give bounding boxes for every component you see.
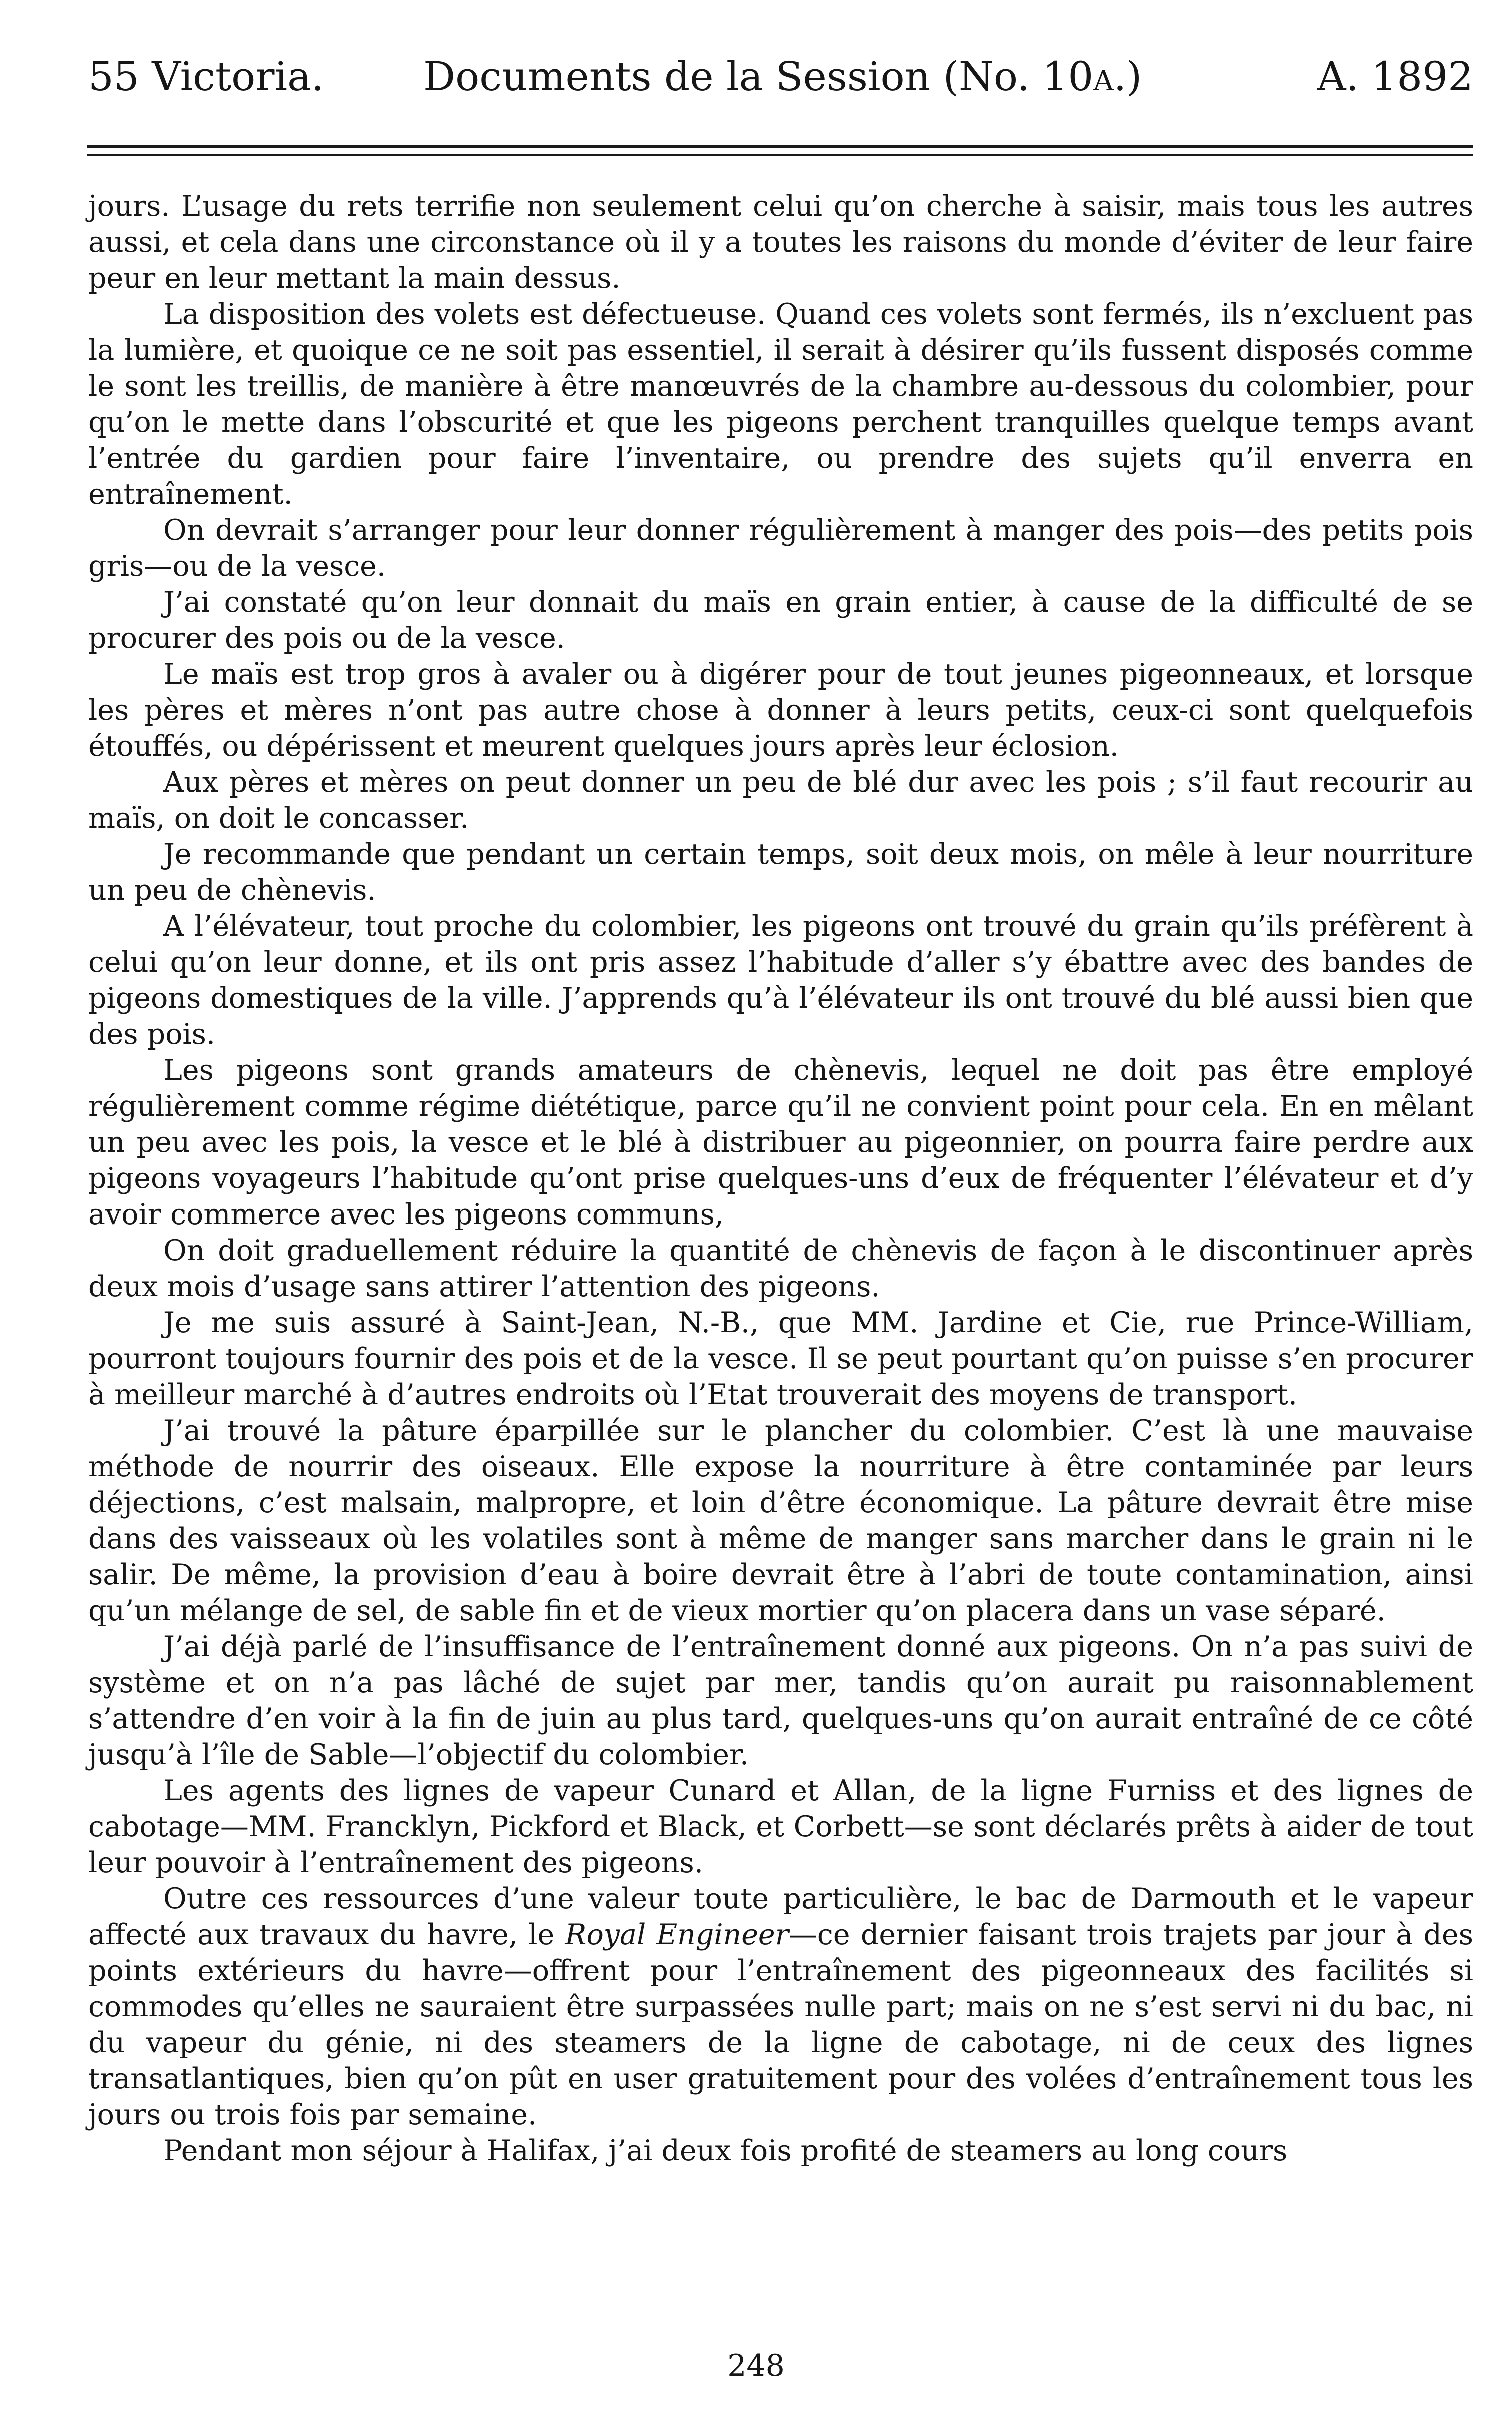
header-year: A. 1892 — [1317, 53, 1473, 100]
paragraph: La disposition des volets est défectueuse. Quand ces volets sont fermés, ils n’excluent pas la lumière, et quoique ce ne soit pas essentiel, il serait à désirer qu’ils fussent disposés comme le sont les treillis, de manière à être manœuvrés de la chambre au-dessous du colombier, pour qu’on le mette dans l’obscurité et que les pigeons perchent tranquilles quelque temps avant l’entrée du gardien pour faire l’inventaire, ou prendre des sujets qu’il enverra en entraînement. — [88, 298, 1473, 511]
paragraph: jours. L’usage du rets terrifie non seulement celui qu’on cherche à saisir, mais tous les autres aussi, et cela dans une circonstance où il y a toutes les raisons du monde d’éviter de leur faire peur en leur mettant la main dessus. — [88, 190, 1473, 295]
header-title-letter: a — [1093, 53, 1114, 100]
header-volume: 55 Victoria. — [88, 53, 324, 100]
header-title-end: .) — [1113, 53, 1142, 100]
paragraph: Je me suis assuré à Saint-Jean, N.-B., que MM. Jardine et Cie, rue Prince-William, pourront toujours fournir des pois et de la vesce. Il se peut pourtant qu’on puisse s’en procurer à meilleur marché à d’autres endroits où l’Etat trouverait des moyens de transport. — [88, 1306, 1473, 1411]
page-number: 248 — [727, 2348, 785, 2383]
paragraph: A l’élévateur, tout proche du colombier, les pigeons ont trouvé du grain qu’ils préfèrent à celui qu’on leur donne, et ils ont pris assez l’habitude d’aller s’y ébattre avec des bandes de pigeons domestiques de la ville. J’apprends qu’à l’élévateur ils ont trouvé du blé aussi bien que des pois. — [88, 910, 1473, 1051]
ship-name: Royal Engineer — [565, 1918, 789, 1951]
running-header — [88, 49, 1473, 104]
paragraph — [88, 1881, 1473, 2133]
paragraph: Le maïs est trop gros à avaler ou à digérer pour de tout jeunes pigeonneaux, et lorsque les pères et mères n’ont pas autre chose à donner à leurs petits, ceux-ci sont quelquefois étouffés, ou dépérissent et meurent quelques jours après leur éclosion. — [88, 658, 1473, 763]
header-title — [423, 49, 1142, 104]
paragraph: On devrait s’arranger pour leur donner régulièrement à manger des pois—des petits pois gris—ou de la vesce. — [88, 514, 1473, 583]
paragraph: Aux pères et mères on peut donner un peu de blé dur avec les pois ; s’il faut recourir au maïs, on doit le concasser. — [88, 766, 1473, 835]
paragraph: Je recommande que pendant un certain temps, soit deux mois, on mêle à leur nourriture un peu de chènevis. — [88, 838, 1473, 907]
paragraph: J’ai trouvé la pâture éparpillée sur le plancher du colombier. C’est là une mauvaise méthode de nourrir des oiseaux. Elle expose la nourriture à être contaminée par leurs déjections, c’est malsain, malpropre, et loin d’être économique. La pâture devrait être mise dans des vaisseaux où les volatiles sont à même de manger sans marcher dans le grain ni le salir. De même, la provision d’eau à boire devrait être à l’abri de toute contamination, ainsi qu’un mélange de sel, de sable fin et de vieux mortier qu’on placera dans un vase séparé. — [88, 1414, 1473, 1627]
header-title-main: Documents de la Session (No. 10 — [423, 53, 1094, 100]
paragraph-text: Outre ces ressources d’une valeur toute particulière, le bac de Darmouth et le vapeur affecté aux travaux du havre, le — [88, 1882, 1473, 1951]
paragraph: Les pigeons sont grands amateurs de chènevis, lequel ne doit pas être employé régulièrement comme régime diététique, parce qu’il ne convient point pour cela. En en mêlant un peu avec les pois, la vesce et le blé à distribuer au pigeonnier, on pourra faire perdre aux pigeons voyageurs l’habitude qu’ont prise quelques-uns d’eux de fréquenter l’élévateur et d’y avoir commerce avec les pigeons communs, — [88, 1054, 1473, 1231]
paragraph: J’ai constaté qu’on leur donnait du maïs en grain entier, à cause de la difficulté de se procurer des pois ou de la vesce. — [88, 586, 1473, 655]
header-rule-thick — [87, 145, 1473, 148]
paragraph-text: —ce dernier faisant trois trajets par jour à des points extérieurs du havre—offrent pour l’entraînement des pigeonneaux des facilités si commodes qu’elles ne sauraient être surpassées nulle part; mais on ne s’est servi ni du bac, ni du vapeur du génie, ni des steamers de la ligne de cabotage, ni de ceux des lignes transatlantiques, bien qu’on pût en user gratuitement pour des volées d’entraînement tous les jours ou trois fois par semaine. — [88, 1918, 1473, 2131]
paragraph: On doit graduellement réduire la quantité de chènevis de façon à le discontinuer après deux mois d’usage sans attirer l’attention des pigeons. — [88, 1234, 1473, 1303]
paragraph: Pendant mon séjour à Halifax, j’ai deux fois profité de steamers au long cours — [163, 2134, 1288, 2167]
paragraph: J’ai déjà parlé de l’insuffisance de l’entraînement donné aux pigeons. On n’a pas suivi de système et on n’a pas lâché de sujet par mer, tandis qu’on aurait pu raisonnablement s’attendre d’en voir à la fin de juin au plus tard, quelques-uns qu’on aurait entraîné de ce côté jusqu’à l’île de Sable—l’objectif du colombier. — [88, 1630, 1473, 1771]
paragraph: Les agents des lignes de vapeur Cunard et Allan, de la ligne Furniss et des lignes de cabotage—MM. Francklyn, Pickford et Black, et Corbett—se sont déclarés prêts à aider de tout leur pouvoir à l’entraînement des pigeons. — [88, 1774, 1473, 1879]
body-text — [88, 188, 1473, 2169]
header-rule-thin — [87, 154, 1473, 156]
